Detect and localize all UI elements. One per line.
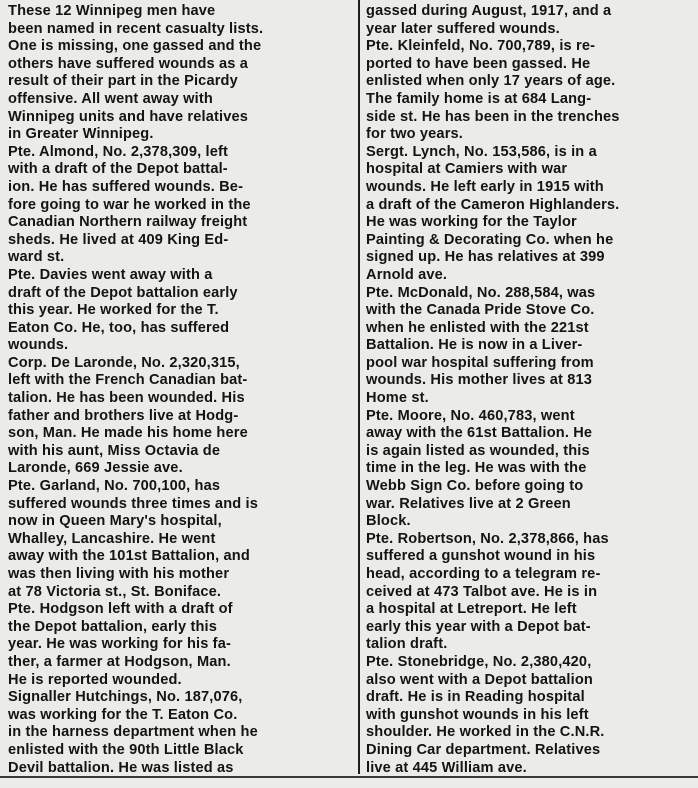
entry-de-laronde: Corp. De Laronde, No. 2,320,315, left with the French Canadian bat- talion. He has been wounded. His father and brothers live at Hodg- son, Man. He made his home here with his aunt, Miss Octavia de Laronde, 669 Jessie ave. (8, 354, 248, 477)
entry-hutchings-continued: gassed during August, 1917, and a year later suffered wounds. (366, 3, 612, 37)
left-column (8, 3, 334, 777)
entry-almond: Pte. Almond, No. 2,378,309, left with a draft of the Depot battal- ion. He has suffered wounds. Be- fore going to war he worked in the Canadian Northern railway freight sheds. He lived at 409 King Ed- ward st. (8, 143, 251, 266)
entry-mcdonald: Pte. McDonald, No. 288,584, was with the Canada Pride Stove Co. when he enlisted with the 221st Battalion. He is now in a Liver- pool war hospital suffering from wounds. His mother lives at 813 Home st. (366, 284, 596, 407)
entry-hodgson: Pte. Hodgson left with a draft of the Depot battalion, early this year. He was working for his fa- ther, a farmer at Hodgson, Man. He is reported wounded. (8, 601, 233, 688)
right-column (366, 3, 692, 777)
column-divider (358, 0, 360, 774)
intro-paragraph: These 12 Winnipeg men have been named in recent casualty lists. One is missing, one gassed and the others have suffered wounds as a result of their part in the Picardy offensive. All went away with Winnipeg units and have relatives in Greater Winnipeg. (8, 3, 264, 143)
bottom-rule (0, 776, 698, 778)
entry-davies: Pte. Davies went away with a draft of the Depot battalion early this year. He worked for the T. Eaton Co. He, too, has suffered wounds. (8, 266, 238, 354)
entry-hutchings: Signaller Hutchings, No. 187,076, was working for the T. Eaton Co. in the harness department when he enlisted with the 90th Little Black Devil battalion. He was listed as (8, 689, 258, 776)
entry-garland: Pte. Garland, No. 700,100, has suffered wounds three times and is now in Queen Mary's hospital, Whalley, Lancashire. He went away with the 101st Battalion, and was then living with his mother at 78 Victoria st., St. Boniface. (8, 478, 259, 600)
entry-lynch: Sergt. Lynch, No. 153,586, is in a hospital at Camiers with war wounds. He left early in 1915 with a draft of the Cameron Highlanders. He was working for the Taylor Painting & Decorating Co. when he signed up. He has relatives at 399 Arnold ave. (366, 143, 620, 283)
entry-moore: Pte. Moore, No. 460,783, went away with the 61st Battalion. He is again listed as wounded, this time in the leg. He was with the Webb Sign Co. before going to war. Relatives live at 2 Green Block. (366, 407, 593, 530)
entry-stonebridge: Pte. Stonebridge, No. 2,380,420, also went with a Depot battalion draft. He is in Reading hospital with gunshot wounds in his left shoulder. He worked in the C.N.R. Dining Car department. Relatives live at 445 William ave. (366, 653, 605, 776)
entry-kleinfeld: Pte. Kleinfeld, No. 700,789, is re- ported to have been gassed. He enlisted when only 17 years of age. The family home is at 684 Lang- side st. He has been in the trenches for two years. (366, 38, 620, 143)
entry-robertson: Pte. Robertson, No. 2,378,866, has suffered a gunshot wound in his head, according to a telegram re- ceived at 473 Talbot ave. He is in a hospital at Letreport. He left early this year with a Depot bat- talion draft. (366, 530, 609, 653)
